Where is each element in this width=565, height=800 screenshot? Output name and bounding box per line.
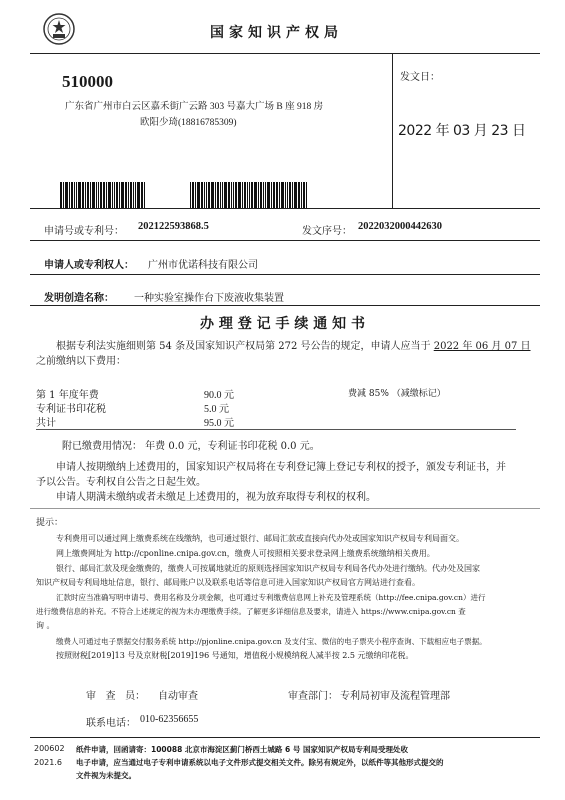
tips-line: 询 。 bbox=[36, 621, 55, 630]
department-label: 审查部门： bbox=[288, 691, 338, 702]
fee-amount: 90.0 元 bbox=[204, 390, 234, 401]
footer-electronic-line1: 电子申请，应当通过电子专利申请系统以电子文件形式提交相关文件。除另有规定外，以纸件等其他形式提交的 bbox=[76, 758, 444, 767]
office-name: 国家知识产权局 bbox=[210, 25, 343, 41]
serial-number: 2022032000442630 bbox=[358, 221, 442, 232]
tips-line: 银行、邮局汇款及现金缴费的，缴费人可按属地就近的原则选择国家知识产权局专利局各代办处进行缴纳。代办处及国家 bbox=[56, 564, 480, 573]
paid-fees-line: 附已缴费用情况： 年费 0.0 元，专利证书印花税 0.0 元。 bbox=[62, 441, 320, 452]
national-emblem-icon bbox=[42, 12, 76, 46]
form-version: 2021.6 bbox=[34, 758, 62, 767]
applicant-name: 广州市优诺科技有限公司 bbox=[148, 260, 258, 271]
tips-line: 专利费用可以通过网上缴费系统在线缴纳，也可通过银行、邮局汇款或直接向代办处或国家知识产权局专利局面交。 bbox=[56, 534, 464, 543]
address-line: 广东省广州市白云区嘉禾街广云路 303 号嘉大广场 B 座 918 房 bbox=[65, 102, 324, 112]
barcode-right bbox=[190, 182, 308, 208]
applicant-label: 申请人或专利权人： bbox=[44, 260, 134, 271]
phone-number: 010-62356655 bbox=[140, 714, 199, 725]
department-name: 专利局初审及流程管理部 bbox=[340, 691, 450, 702]
fee-amount: 95.0 元 bbox=[204, 418, 234, 429]
tips-line: 按照财税[2019]13 号及京财税[2019]196 号通知，增值税小规模纳税人减半按 2.5 元缴纳印花税。 bbox=[56, 651, 414, 660]
tips-line: 缴费人可通过电子票据交付服务系统 http://pjonline.cnipa.gov.cn 及支付宝、微信的电子票夹小程序查询、下载相应电子票据。 bbox=[56, 637, 487, 646]
fee-note: 费减 85% （减缴标记） bbox=[348, 389, 446, 399]
notice-paragraph bbox=[56, 337, 531, 352]
info-rule-3 bbox=[30, 274, 540, 275]
tips-line: 网上缴费网址为 http://cponline.cnipa.gov.cn，缴费人可按照相关要求登录网上缴费系统缴纳相关费用。 bbox=[56, 549, 435, 558]
recipient-line: 欧阳少琦(18816785309) bbox=[140, 118, 237, 128]
footer-electronic-line2: 文件视为未提交。 bbox=[76, 771, 136, 780]
footer-paper-line: 纸件申请，回函请寄：100088 北京市海淀区蓟门桥西土城路 6 号 国家知识产权局专利局受理处收 bbox=[76, 745, 408, 754]
fee-name: 专利证书印花税 bbox=[36, 404, 106, 415]
form-code: 200602 bbox=[34, 744, 65, 753]
fee-row bbox=[36, 400, 516, 414]
deadline-date: 2022 年 06 月 07 日 bbox=[433, 341, 531, 352]
dispatch-date: 2022 年 03 月 23 日 bbox=[398, 123, 526, 139]
dispatch-date-label: 发文日： bbox=[400, 72, 440, 83]
header-rule bbox=[30, 53, 540, 54]
fees-rule bbox=[36, 429, 516, 430]
fee-amount: 5.0 元 bbox=[204, 404, 229, 415]
fee-name: 第 1 年度年费 bbox=[36, 390, 99, 401]
body-paragraph-2: 申请人期满未缴纳或者未缴足上述费用的，视为放弃取得专利权的权利。 bbox=[56, 492, 376, 503]
examiner-name: 自动审查 bbox=[158, 691, 198, 702]
notice-text-line1: 根据专利法实施细则第 54 条及国家知识产权局第 272 号公告的规定，申请人应当于 bbox=[56, 341, 434, 352]
postcode: 510000 bbox=[62, 72, 113, 91]
header-vertical-divider bbox=[392, 54, 393, 208]
tips-line: 汇款时应当准确写明申请号、费用名称及分项金额，也可通过专利缴费信息网上补充及管理系统（http://fee.cnipa.gov.cn）进行 bbox=[56, 593, 486, 602]
tips-line: 知识产权局专利局地址信息，银行、邮局账户以及联系电话等信息可进入国家知识产权局官方网站进行查看。 bbox=[36, 578, 420, 587]
application-number: 202122593868.5 bbox=[138, 221, 209, 232]
fee-row bbox=[36, 386, 516, 400]
examiner-label: 审 查 员： bbox=[86, 691, 146, 702]
invention-label: 发明创造名称： bbox=[44, 293, 114, 304]
serial-number-label: 发文序号： bbox=[302, 226, 352, 237]
phone-label: 联系电话： bbox=[86, 718, 136, 729]
info-rule-top bbox=[30, 208, 540, 209]
tips-line: 进行缴费信息的补充。不符合上述规定的视为未办理缴费手续。了解更多详细信息及要求，请进入 https://www.cnipa.gov.cn 查 bbox=[36, 607, 466, 616]
body-paragraph-1-line1: 申请人按期缴纳上述费用的，国家知识产权局将在专利登记簿上登记专利权的授予，颁发专利证书，并 bbox=[56, 462, 506, 473]
info-rule-2 bbox=[30, 240, 540, 241]
application-number-label: 申请号或专利号： bbox=[44, 226, 124, 237]
notice-title: 办 理 登 记 手 续 通 知 书 bbox=[200, 316, 365, 332]
barcode-left bbox=[60, 182, 146, 208]
fee-row-total bbox=[36, 414, 516, 428]
info-rule-bottom bbox=[30, 305, 540, 306]
footer-rule bbox=[30, 737, 540, 738]
invention-title: 一种实验室操作台下废液收集装置 bbox=[134, 293, 284, 304]
notice-text-line2: 之前缴纳以下费用： bbox=[36, 356, 126, 367]
tips-heading: 提示： bbox=[36, 518, 64, 528]
fees-table bbox=[36, 386, 516, 428]
tips-rule-top bbox=[30, 508, 540, 509]
body-paragraph-1-line2: 予以公告。专利权自公告之日起生效。 bbox=[36, 477, 206, 488]
fee-name: 共计 bbox=[36, 418, 56, 429]
